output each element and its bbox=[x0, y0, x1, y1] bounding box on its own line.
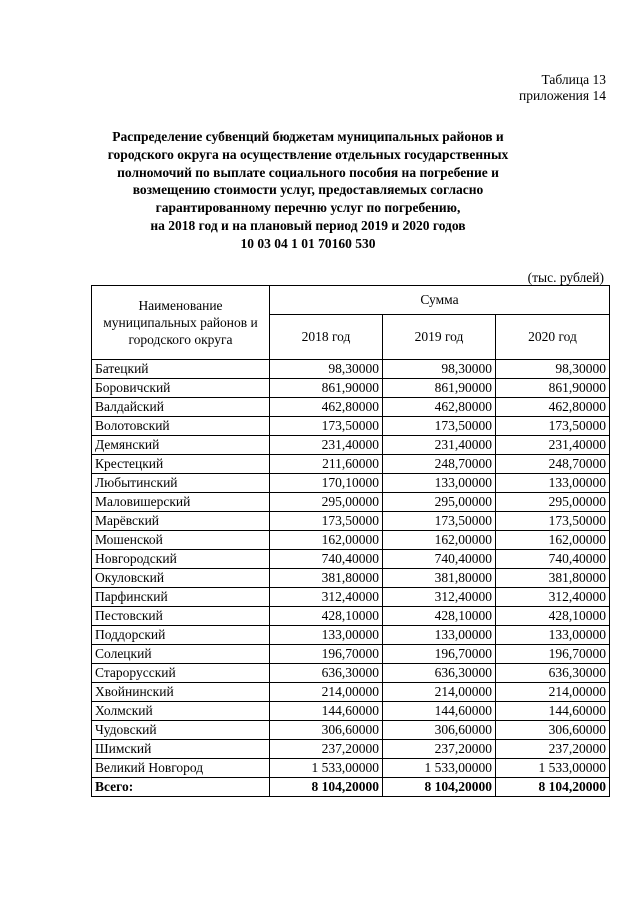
total-row bbox=[92, 778, 610, 797]
table-row bbox=[92, 588, 610, 607]
column-header-name: Наименование муниципальных районов и городского округа bbox=[92, 286, 270, 360]
column-header-sum: Сумма bbox=[270, 286, 610, 315]
district-name-cell: Мошенской bbox=[92, 531, 270, 550]
amount-2019-cell: 144,60000 bbox=[383, 702, 496, 721]
amount-2018-cell: 214,00000 bbox=[270, 683, 383, 702]
subvention-table bbox=[91, 285, 610, 797]
amount-2018-cell: 312,40000 bbox=[270, 588, 383, 607]
amount-2018-cell: 173,50000 bbox=[270, 512, 383, 531]
amount-2020-cell: 740,40000 bbox=[496, 550, 610, 569]
amount-2018-cell: 98,30000 bbox=[270, 360, 383, 379]
amount-2019-cell: 133,00000 bbox=[383, 474, 496, 493]
district-name-cell: Солецкий bbox=[92, 645, 270, 664]
district-name-cell: Валдайский bbox=[92, 398, 270, 417]
amount-2019-cell: 636,30000 bbox=[383, 664, 496, 683]
table-body bbox=[92, 360, 610, 797]
table-row bbox=[92, 683, 610, 702]
amount-2020-cell: 237,20000 bbox=[496, 740, 610, 759]
title-line: гарантированному перечню услуг по погребению, bbox=[155, 200, 461, 216]
amount-2020-cell: 214,00000 bbox=[496, 683, 610, 702]
amount-2018-cell: 237,20000 bbox=[270, 740, 383, 759]
amount-2020-cell: 98,30000 bbox=[496, 360, 610, 379]
amount-2019-cell: 173,50000 bbox=[383, 417, 496, 436]
table-row bbox=[92, 759, 610, 778]
amount-2018-cell: 231,40000 bbox=[270, 436, 383, 455]
document-title bbox=[92, 128, 524, 253]
amount-2018-cell: 144,60000 bbox=[270, 702, 383, 721]
title-line: на 2018 год и на плановый период 2019 и 2020 годов bbox=[150, 217, 466, 233]
table-row bbox=[92, 493, 610, 512]
amount-2019-cell: 1 533,00000 bbox=[383, 759, 496, 778]
amount-2018-cell: 170,10000 bbox=[270, 474, 383, 493]
amount-2020-cell: 312,40000 bbox=[496, 588, 610, 607]
amount-2020-cell: 636,30000 bbox=[496, 664, 610, 683]
district-name-cell: Пестовский bbox=[92, 607, 270, 626]
amount-2018-cell: 162,00000 bbox=[270, 531, 383, 550]
amount-2019-cell: 133,00000 bbox=[383, 626, 496, 645]
table-row bbox=[92, 512, 610, 531]
amount-2020-cell: 231,40000 bbox=[496, 436, 610, 455]
district-name-cell: Хвойнинский bbox=[92, 683, 270, 702]
budget-code: 10 03 04 1 01 70160 530 bbox=[240, 235, 376, 251]
amount-2020-cell: 462,80000 bbox=[496, 398, 610, 417]
amount-2020-cell: 8 104,20000 bbox=[496, 778, 610, 797]
amount-2018-cell: 428,10000 bbox=[270, 607, 383, 626]
amount-2020-cell: 133,00000 bbox=[496, 474, 610, 493]
amount-2018-cell: 196,70000 bbox=[270, 645, 383, 664]
table-row bbox=[92, 455, 610, 474]
amount-2018-cell: 211,60000 bbox=[270, 455, 383, 474]
table-reference bbox=[519, 72, 606, 104]
district-name-cell: Холмский bbox=[92, 702, 270, 721]
district-name-cell: Парфинский bbox=[92, 588, 270, 607]
table-row bbox=[92, 531, 610, 550]
district-name-cell: Любытинский bbox=[92, 474, 270, 493]
amount-2020-cell: 1 533,00000 bbox=[496, 759, 610, 778]
column-header-2020: 2020 год bbox=[496, 315, 610, 360]
amount-2019-cell: 248,70000 bbox=[383, 455, 496, 474]
amount-2019-cell: 8 104,20000 bbox=[383, 778, 496, 797]
title-line: городского округа на осуществление отдельных государственных bbox=[107, 146, 509, 162]
table-row bbox=[92, 702, 610, 721]
amount-2018-cell: 295,00000 bbox=[270, 493, 383, 512]
amount-2020-cell: 381,80000 bbox=[496, 569, 610, 588]
district-name-cell: Крестецкий bbox=[92, 455, 270, 474]
table-row bbox=[92, 721, 610, 740]
appendix-reference: приложения 14 bbox=[518, 88, 606, 103]
amount-2019-cell: 740,40000 bbox=[383, 550, 496, 569]
amount-2019-cell: 173,50000 bbox=[383, 512, 496, 531]
district-name-cell: Батецкий bbox=[92, 360, 270, 379]
amount-2020-cell: 295,00000 bbox=[496, 493, 610, 512]
district-name-cell: Шимский bbox=[92, 740, 270, 759]
table-row bbox=[92, 417, 610, 436]
column-header-2018: 2018 год bbox=[270, 315, 383, 360]
district-name-cell: Маловишерский bbox=[92, 493, 270, 512]
table-number: Таблица 13 bbox=[541, 72, 606, 87]
table-row bbox=[92, 550, 610, 569]
district-name-cell: Волотовский bbox=[92, 417, 270, 436]
table-row bbox=[92, 398, 610, 417]
amount-2020-cell: 133,00000 bbox=[496, 626, 610, 645]
title-line: полномочий по выплате социального пособия на погребение и bbox=[117, 164, 499, 180]
table-row bbox=[92, 569, 610, 588]
amount-2018-cell: 133,00000 bbox=[270, 626, 383, 645]
district-name-cell: Окуловский bbox=[92, 569, 270, 588]
district-name-cell: Демянский bbox=[92, 436, 270, 455]
amount-2018-cell: 173,50000 bbox=[270, 417, 383, 436]
amount-2020-cell: 162,00000 bbox=[496, 531, 610, 550]
table-row bbox=[92, 360, 610, 379]
amount-2018-cell: 861,90000 bbox=[270, 379, 383, 398]
district-name-cell: Старорусский bbox=[92, 664, 270, 683]
amount-2020-cell: 248,70000 bbox=[496, 455, 610, 474]
amount-2018-cell: 740,40000 bbox=[270, 550, 383, 569]
amount-2020-cell: 861,90000 bbox=[496, 379, 610, 398]
district-name-cell: Новгородский bbox=[92, 550, 270, 569]
amount-2020-cell: 196,70000 bbox=[496, 645, 610, 664]
amount-2020-cell: 306,60000 bbox=[496, 721, 610, 740]
units-label: (тыс. рублей) bbox=[527, 270, 604, 285]
table-row bbox=[92, 645, 610, 664]
amount-2019-cell: 306,60000 bbox=[383, 721, 496, 740]
amount-2019-cell: 462,80000 bbox=[383, 398, 496, 417]
amount-2020-cell: 173,50000 bbox=[496, 512, 610, 531]
amount-2020-cell: 428,10000 bbox=[496, 607, 610, 626]
table-row bbox=[92, 626, 610, 645]
table-row bbox=[92, 379, 610, 398]
amount-2019-cell: 381,80000 bbox=[383, 569, 496, 588]
district-name-cell: Поддорский bbox=[92, 626, 270, 645]
amount-2019-cell: 214,00000 bbox=[383, 683, 496, 702]
amount-2018-cell: 381,80000 bbox=[270, 569, 383, 588]
table-row bbox=[92, 474, 610, 493]
district-name-cell: Всего: bbox=[92, 778, 270, 797]
district-name-cell: Марёвский bbox=[92, 512, 270, 531]
amount-2020-cell: 144,60000 bbox=[496, 702, 610, 721]
district-name-cell: Боровичский bbox=[92, 379, 270, 398]
amount-2019-cell: 312,40000 bbox=[383, 588, 496, 607]
amount-2018-cell: 462,80000 bbox=[270, 398, 383, 417]
amount-2019-cell: 861,90000 bbox=[383, 379, 496, 398]
amount-2018-cell: 8 104,20000 bbox=[270, 778, 383, 797]
amount-2019-cell: 98,30000 bbox=[383, 360, 496, 379]
title-line: Распределение субвенций бюджетам муниципальных районов и bbox=[112, 129, 504, 144]
table-row bbox=[92, 740, 610, 759]
column-header-2019: 2019 год bbox=[383, 315, 496, 360]
amount-2018-cell: 306,60000 bbox=[270, 721, 383, 740]
amount-2019-cell: 196,70000 bbox=[383, 645, 496, 664]
district-name-cell: Чудовский bbox=[92, 721, 270, 740]
amount-2020-cell: 173,50000 bbox=[496, 417, 610, 436]
title-line: возмещению стоимости услуг, предоставляемых согласно bbox=[132, 182, 484, 198]
table-row bbox=[92, 664, 610, 683]
amount-2018-cell: 636,30000 bbox=[270, 664, 383, 683]
district-name-cell: Великий Новгород bbox=[92, 759, 270, 778]
amount-2018-cell: 1 533,00000 bbox=[270, 759, 383, 778]
amount-2019-cell: 295,00000 bbox=[383, 493, 496, 512]
amount-2019-cell: 231,40000 bbox=[383, 436, 496, 455]
table-row bbox=[92, 607, 610, 626]
amount-2019-cell: 162,00000 bbox=[383, 531, 496, 550]
amount-2019-cell: 237,20000 bbox=[383, 740, 496, 759]
table-row bbox=[92, 436, 610, 455]
amount-2019-cell: 428,10000 bbox=[383, 607, 496, 626]
